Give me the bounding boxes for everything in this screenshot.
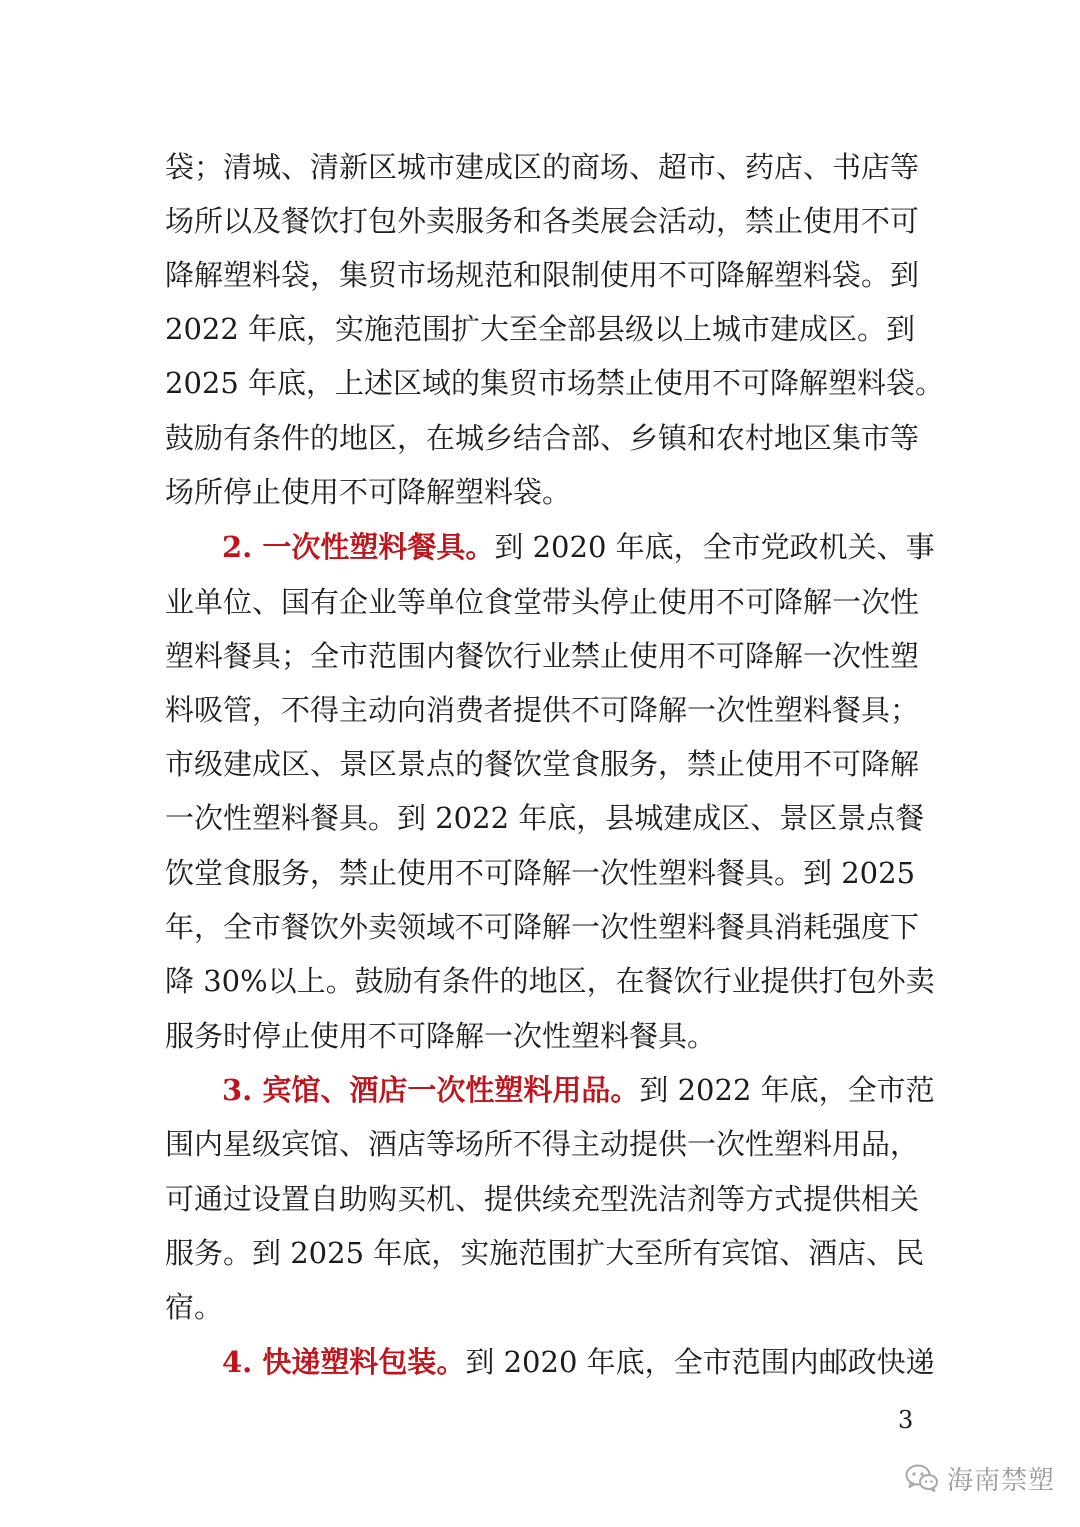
section-3-first-text: 到 2022 年底，全市范 [639,1073,935,1107]
section-4-heading: 4. 快递塑料包装。 [222,1345,466,1379]
text-line: 围内星级宾馆、酒店等场所不得主动提供一次性塑料用品， [165,1127,920,1161]
wechat-icon [905,1463,939,1493]
text-line: 年，全市餐饮外卖领域不可降解一次性塑料餐具消耗强度下 [165,910,920,944]
watermark [905,1458,1055,1498]
text-line: 业单位、国有企业等单位食堂带头停止使用不可降解一次性 [165,585,920,619]
section-2-first-text: 到 2020 年底，全市党政机关、事 [494,530,935,564]
section-2-first-line [222,527,935,567]
text-line: 鼓励有条件的地区，在城乡结合部、乡镇和农村地区集市等 [165,421,920,455]
text-line: 降 30%以上。鼓励有条件的地区，在餐饮行业提供打包外卖 [165,964,935,998]
page-number: 3 [898,1406,914,1434]
section-4-first-text: 到 2020 年底，全市范围内邮政快递 [465,1345,935,1379]
text-line: 场所停止使用不可降解塑料袋。 [165,475,572,509]
text-line: 饮堂食服务，禁止使用不可降解一次性塑料餐具。到 2025 [165,856,916,890]
section-3-heading: 3. 宾馆、酒店一次性塑料用品。 [222,1073,640,1107]
text-line: 袋；清城、清新区城市建成区的商场、超市、药店、书店等 [165,150,920,184]
text-line: 降解塑料袋，集贸市场规范和限制使用不可降解塑料袋。到 [165,258,920,292]
text-line: 市级建成区、景区景点的餐饮堂食服务，禁止使用不可降解 [165,747,920,781]
text-line: 宿。 [165,1290,224,1324]
watermark-text: 海南禁塑 [947,1465,1056,1496]
text-line: 服务时停止使用不可降解一次性塑料餐具。 [165,1019,717,1053]
text-line: 2025 年底，上述区域的集贸市场禁止使用不可降解塑料袋。 [165,366,945,400]
section-4-first-line [222,1342,935,1382]
text-line: 一次性塑料餐具。到 2022 年底，县城建成区、景区景点餐 [165,801,925,835]
text-line: 服务。到 2025 年底，实施范围扩大至所有宾馆、酒店、民 [165,1236,925,1270]
text-line: 料吸管，不得主动向消费者提供不可降解一次性塑料餐具； [165,693,920,727]
text-line: 可通过设置自助购买机、提供续充型洗洁剂等方式提供相关 [165,1182,920,1216]
text-line: 场所以及餐饮打包外卖服务和各类展会活动，禁止使用不可 [165,204,920,238]
section-3-first-line [222,1070,935,1110]
text-line: 2022 年底，实施范围扩大至全部县级以上城市建成区。到 [165,312,916,346]
text-line: 塑料餐具；全市范围内餐饮行业禁止使用不可降解一次性塑 [165,639,920,673]
section-2-heading: 2. 一次性塑料餐具。 [222,530,495,564]
